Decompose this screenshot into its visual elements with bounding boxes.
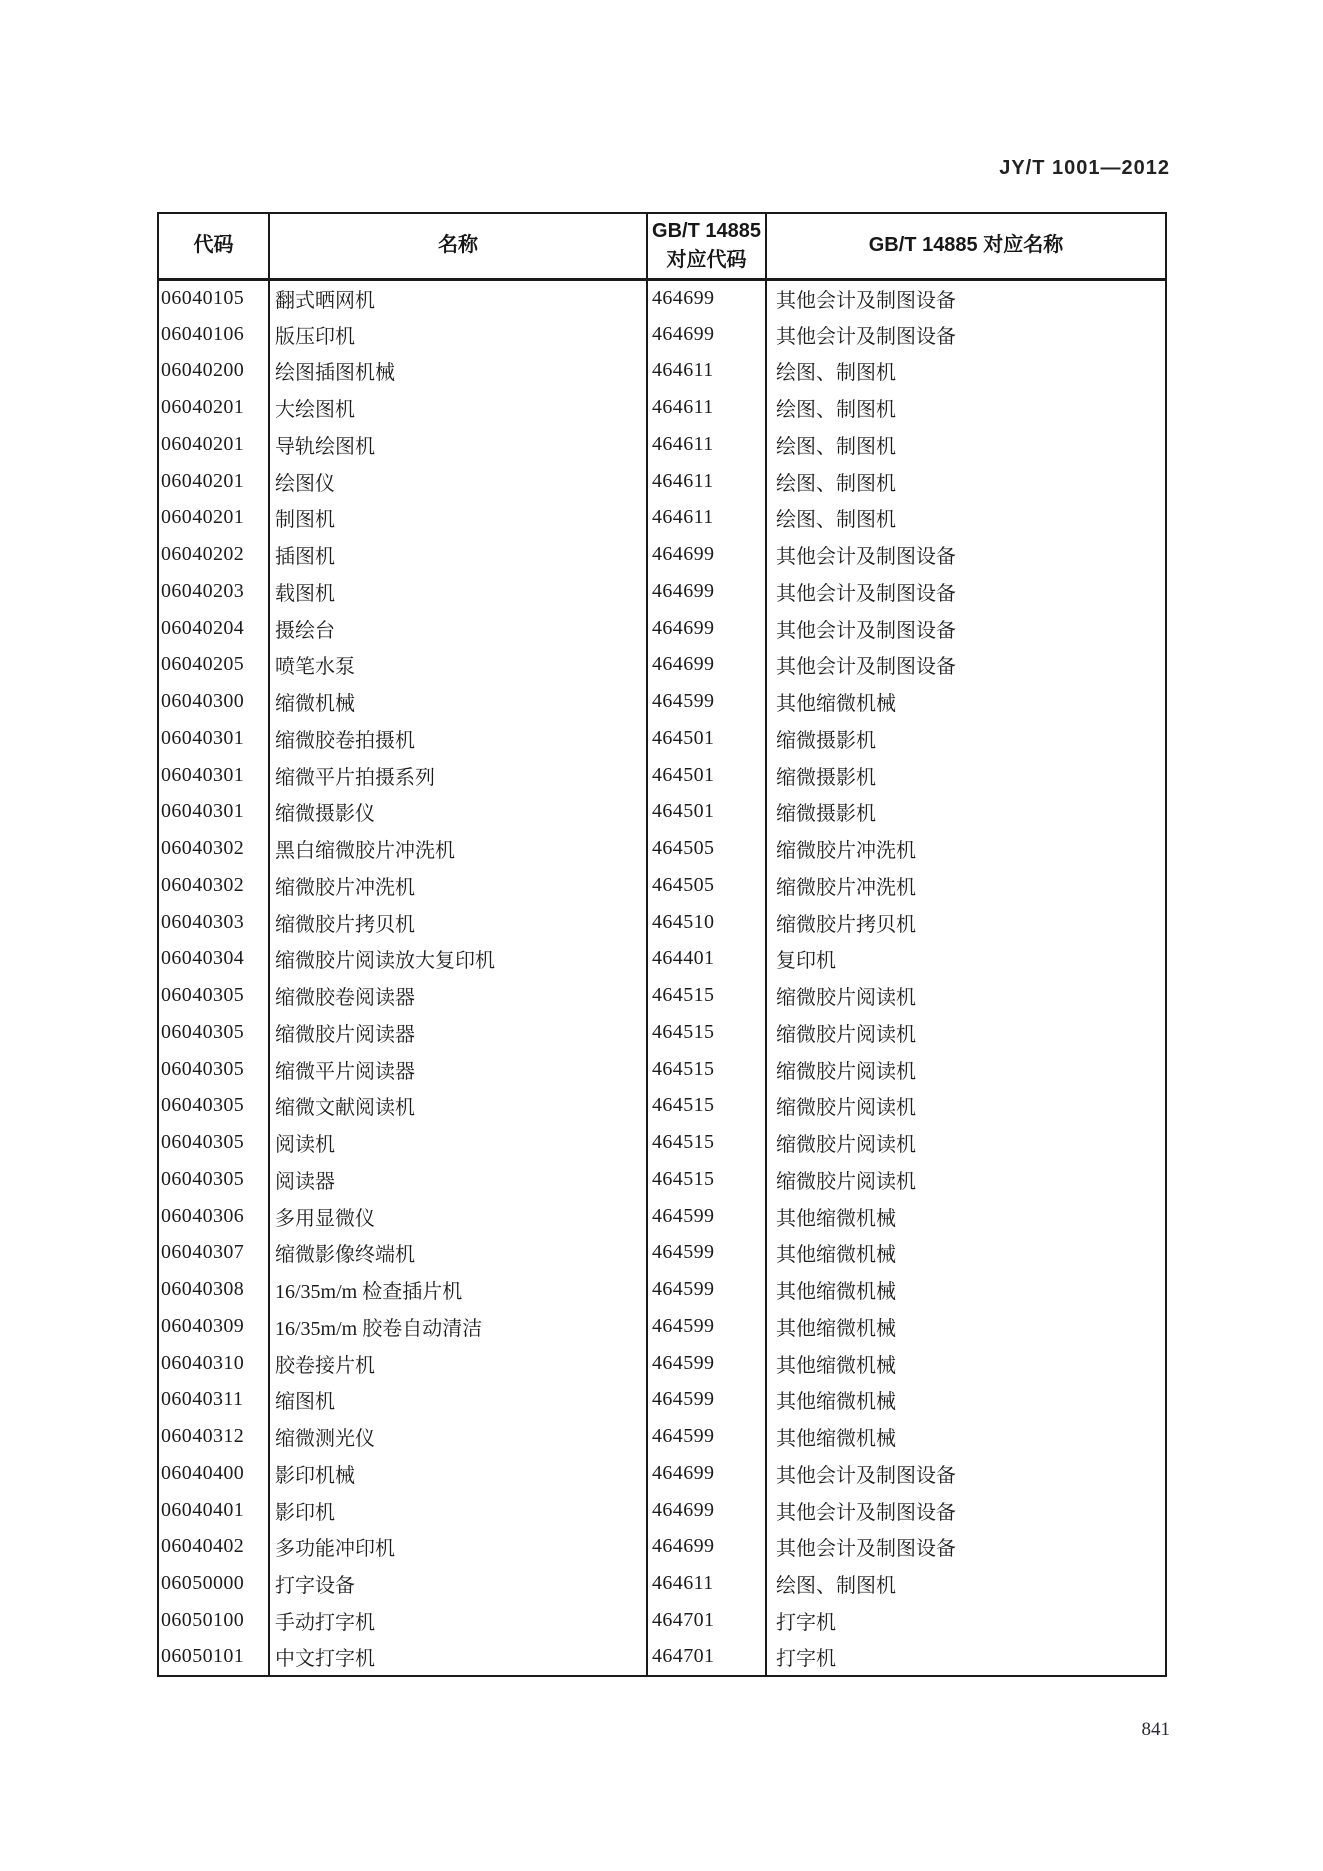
name-cell: 版压印机: [269, 316, 647, 353]
gbt-name-cell: 绘图、制图机: [766, 500, 1166, 537]
name-cell: 打字设备: [269, 1565, 647, 1602]
table-row: [158, 683, 1166, 720]
gbt-name-cell: 其他缩微机械: [766, 1235, 1166, 1272]
name-cell: 影印机械: [269, 1455, 647, 1492]
code-cell: 06040305: [161, 1094, 245, 1117]
code-cell: 06040203: [161, 579, 245, 602]
table-row: [158, 536, 1166, 573]
gbt-code-cell: 464599: [647, 1308, 766, 1345]
gbt-name-cell: 其他缩微机械: [766, 1271, 1166, 1308]
code-cell: 06040310: [161, 1351, 245, 1374]
name-cell: 缩微测光仪: [269, 1418, 647, 1455]
table-row: [158, 1271, 1166, 1308]
name-cell: 绘图插图机械: [269, 353, 647, 390]
name-cell: 多功能冲印机: [269, 1529, 647, 1566]
col-header-name: 名称: [269, 213, 647, 279]
name-cell: 翻式晒网机: [269, 279, 647, 316]
gbt-name-cell: 其他会计及制图设备: [766, 1529, 1166, 1566]
name-cell: 缩微文献阅读机: [269, 1088, 647, 1125]
code-cell: 06040205: [161, 653, 245, 676]
gbt-name-cell: 缩微摄影机: [766, 757, 1166, 794]
table-row: [158, 867, 1166, 904]
name-cell: 缩微胶卷拍摄机: [269, 720, 647, 757]
gbt-name-cell: 缩微胶片阅读机: [766, 1161, 1166, 1198]
name-cell: 16/35m/m 胶卷自动清洁: [269, 1308, 647, 1345]
table-row: [158, 463, 1166, 500]
table-row: [158, 1345, 1166, 1382]
gbt-code-cell: 464699: [647, 1455, 766, 1492]
name-cell: 中文打字机: [269, 1639, 647, 1676]
table-row: [158, 1014, 1166, 1051]
table-row: [158, 1235, 1166, 1272]
code-cell: 06040301: [161, 800, 245, 823]
gbt-code-cell: 464599: [647, 1198, 766, 1235]
standard-number: JY/T 1001—2012: [999, 157, 1170, 179]
code-cell: 06040201: [161, 506, 245, 529]
gbt-code-cell: 464515: [647, 1161, 766, 1198]
col-header-gbt-name: GB/T 14885 对应名称: [766, 213, 1166, 279]
table-row: [158, 1602, 1166, 1639]
gbt-code-cell: 464611: [647, 426, 766, 463]
code-cell: 06040401: [161, 1498, 245, 1521]
name-cell: 缩微摄影仪: [269, 794, 647, 831]
code-cell: 06040300: [161, 690, 245, 713]
code-cell: 06040201: [161, 396, 245, 419]
table-row: [158, 389, 1166, 426]
gbt-code-cell: 464510: [647, 904, 766, 941]
name-cell: 插图机: [269, 536, 647, 573]
code-cell: 06040307: [161, 1241, 245, 1264]
table-row: [158, 647, 1166, 684]
gbt-code-cell: 464505: [647, 830, 766, 867]
gbt-name-cell: 缩微摄影机: [766, 720, 1166, 757]
code-cell: 06040201: [161, 432, 245, 455]
gbt-name-cell: 复印机: [766, 941, 1166, 978]
code-cell: 06040301: [161, 763, 245, 786]
gbt-code-cell: 464599: [647, 1418, 766, 1455]
gbt-code-cell: 464699: [647, 1529, 766, 1566]
name-cell: 缩微机械: [269, 683, 647, 720]
name-cell: 摄绘台: [269, 610, 647, 647]
name-cell: 胶卷接片机: [269, 1345, 647, 1382]
gbt-code-cell: 464611: [647, 353, 766, 390]
name-cell: 缩微胶片阅读器: [269, 1014, 647, 1051]
gbt-name-cell: 其他缩微机械: [766, 1418, 1166, 1455]
table-row: [158, 316, 1166, 353]
gbt-name-cell: 打字机: [766, 1639, 1166, 1676]
gbt-code-cell: 464611: [647, 389, 766, 426]
code-cell: 06050100: [161, 1608, 245, 1631]
table-row: [158, 1124, 1166, 1161]
name-cell: 阅读机: [269, 1124, 647, 1161]
gbt-code-cell: 464515: [647, 1088, 766, 1125]
name-cell: 缩微影像终端机: [269, 1235, 647, 1272]
gbt-name-cell: 绘图、制图机: [766, 389, 1166, 426]
gbt-code-cell: 464599: [647, 1271, 766, 1308]
table-row: [158, 794, 1166, 831]
table-row: [158, 830, 1166, 867]
col-header-gbt-code-line1: GB/T 14885: [652, 219, 761, 242]
name-cell: 缩微平片拍摄系列: [269, 757, 647, 794]
table-row: [158, 279, 1166, 316]
page-number: 841: [1141, 1719, 1170, 1740]
gbt-code-cell: 464699: [647, 610, 766, 647]
table-row: [158, 941, 1166, 978]
gbt-code-cell: 464599: [647, 683, 766, 720]
header-row: [158, 213, 1166, 279]
gbt-name-cell: 其他会计及制图设备: [766, 573, 1166, 610]
table-row: [158, 573, 1166, 610]
code-cell: 06040305: [161, 1167, 245, 1190]
gbt-name-cell: 其他会计及制图设备: [766, 1492, 1166, 1529]
name-cell: 制图机: [269, 500, 647, 537]
gbt-code-cell: 464505: [647, 867, 766, 904]
table-row: [158, 1051, 1166, 1088]
table-row: [158, 1198, 1166, 1235]
code-cell: 06040402: [161, 1535, 245, 1558]
code-cell: 06040200: [161, 359, 245, 382]
gbt-code-cell: 464501: [647, 720, 766, 757]
gbt-name-cell: 缩微胶片冲洗机: [766, 867, 1166, 904]
gbt-code-cell: 464611: [647, 1565, 766, 1602]
gbt-name-cell: 绘图、制图机: [766, 353, 1166, 390]
code-cell: 06040400: [161, 1461, 245, 1484]
table-header: [158, 213, 1166, 279]
name-cell: 缩微胶片阅读放大复印机: [269, 941, 647, 978]
gbt-name-cell: 缩微胶片阅读机: [766, 977, 1166, 1014]
table-row: [158, 1382, 1166, 1419]
col-header-code: 代码: [158, 213, 269, 279]
table-row: [158, 757, 1166, 794]
code-cell: 06040202: [161, 543, 245, 566]
code-cell: 06050000: [161, 1572, 245, 1595]
code-cell: 06040106: [161, 322, 245, 345]
gbt-name-cell: 绘图、制图机: [766, 463, 1166, 500]
gbt-code-cell: 464515: [647, 1124, 766, 1161]
gbt-code-cell: 464501: [647, 757, 766, 794]
gbt-name-cell: 其他会计及制图设备: [766, 647, 1166, 684]
name-cell: 影印机: [269, 1492, 647, 1529]
code-cell: 06040311: [161, 1388, 244, 1411]
code-cell: 06040305: [161, 1020, 245, 1043]
code-cell: 06040301: [161, 726, 245, 749]
gbt-code-cell: 464599: [647, 1382, 766, 1419]
table-row: [158, 1088, 1166, 1125]
gbt-name-cell: 其他会计及制图设备: [766, 1455, 1166, 1492]
name-cell: 手动打字机: [269, 1602, 647, 1639]
gbt-name-cell: 其他缩微机械: [766, 1382, 1166, 1419]
gbt-name-cell: 缩微胶片阅读机: [766, 1088, 1166, 1125]
gbt-code-cell: 464699: [647, 279, 766, 316]
table-row: [158, 1418, 1166, 1455]
gbt-code-cell: 464699: [647, 536, 766, 573]
gbt-name-cell: 缩微胶片阅读机: [766, 1051, 1166, 1088]
gbt-name-cell: 其他缩微机械: [766, 1198, 1166, 1235]
gbt-code-cell: 464599: [647, 1235, 766, 1272]
gbt-code-cell: 464515: [647, 1051, 766, 1088]
name-cell: 阅读器: [269, 1161, 647, 1198]
gbt-name-cell: 其他缩微机械: [766, 1345, 1166, 1382]
table-row: [158, 1161, 1166, 1198]
code-cell: 06040303: [161, 910, 245, 933]
code-mapping-table: [157, 212, 1167, 1677]
name-cell: 多用显微仪: [269, 1198, 647, 1235]
code-cell: 06040304: [161, 947, 245, 970]
code-cell: 06040309: [161, 1314, 245, 1337]
table-row: [158, 610, 1166, 647]
code-cell: 06040204: [161, 616, 245, 639]
gbt-name-cell: 其他会计及制图设备: [766, 610, 1166, 647]
code-cell: 06040105: [161, 286, 245, 309]
name-cell: 载图机: [269, 573, 647, 610]
name-cell: 黑白缩微胶片冲洗机: [269, 830, 647, 867]
gbt-name-cell: 绘图、制图机: [766, 426, 1166, 463]
name-cell: 大绘图机: [269, 389, 647, 426]
code-cell: 06040302: [161, 837, 245, 860]
gbt-name-cell: 其他缩微机械: [766, 1308, 1166, 1345]
gbt-name-cell: 缩微胶片阅读机: [766, 1014, 1166, 1051]
gbt-code-cell: 464699: [647, 316, 766, 353]
table-row: [158, 426, 1166, 463]
gbt-code-cell: 464515: [647, 1014, 766, 1051]
code-cell: 06040201: [161, 469, 245, 492]
name-cell: 喷笔水泵: [269, 647, 647, 684]
gbt-name-cell: 缩微摄影机: [766, 794, 1166, 831]
table-row: [158, 500, 1166, 537]
name-cell: 导轨绘图机: [269, 426, 647, 463]
name-cell: 缩微胶卷阅读器: [269, 977, 647, 1014]
gbt-code-cell: 464611: [647, 463, 766, 500]
name-cell: 绘图仪: [269, 463, 647, 500]
gbt-code-cell: 464699: [647, 1492, 766, 1529]
name-cell: 缩微平片阅读器: [269, 1051, 647, 1088]
gbt-code-cell: 464701: [647, 1602, 766, 1639]
gbt-name-cell: 绘图、制图机: [766, 1565, 1166, 1602]
gbt-name-cell: 缩微胶片冲洗机: [766, 830, 1166, 867]
table-row: [158, 720, 1166, 757]
gbt-code-cell: 464501: [647, 794, 766, 831]
table-row: [158, 353, 1166, 390]
code-cell: 06040308: [161, 1278, 245, 1301]
gbt-code-cell: 464701: [647, 1639, 766, 1676]
table-row: [158, 977, 1166, 1014]
gbt-code-cell: 464699: [647, 647, 766, 684]
table-row: [158, 1529, 1166, 1566]
table-body: [158, 279, 1166, 1676]
name-cell: 缩图机: [269, 1382, 647, 1419]
code-cell: 06040302: [161, 873, 245, 896]
name-cell: 缩微胶片拷贝机: [269, 904, 647, 941]
table-row: [158, 1565, 1166, 1602]
code-cell: 06040305: [161, 984, 245, 1007]
code-cell: 06040312: [161, 1425, 245, 1448]
table-row: [158, 1308, 1166, 1345]
gbt-code-cell: 464699: [647, 573, 766, 610]
code-cell: 06040305: [161, 1131, 245, 1154]
gbt-name-cell: 缩微胶片拷贝机: [766, 904, 1166, 941]
col-header-gbt-code: [647, 213, 766, 279]
table-row: [158, 1492, 1166, 1529]
name-cell: 16/35m/m 检查插片机: [269, 1271, 647, 1308]
gbt-name-cell: 其他会计及制图设备: [766, 536, 1166, 573]
code-cell: 06040305: [161, 1057, 245, 1080]
gbt-name-cell: 缩微胶片阅读机: [766, 1124, 1166, 1161]
gbt-code-cell: 464611: [647, 500, 766, 537]
gbt-code-cell: 464515: [647, 977, 766, 1014]
gbt-name-cell: 打字机: [766, 1602, 1166, 1639]
table-row: [158, 1639, 1166, 1676]
gbt-name-cell: 其他缩微机械: [766, 683, 1166, 720]
table-row: [158, 904, 1166, 941]
col-header-gbt-code-line2: 对应代码: [666, 248, 747, 271]
gbt-code-cell: 464401: [647, 941, 766, 978]
gbt-name-cell: 其他会计及制图设备: [766, 316, 1166, 353]
gbt-code-cell: 464599: [647, 1345, 766, 1382]
name-cell: 缩微胶片冲洗机: [269, 867, 647, 904]
table-row: [158, 1455, 1166, 1492]
code-cell: 06050101: [161, 1645, 245, 1668]
code-cell: 06040306: [161, 1204, 245, 1227]
gbt-name-cell: 其他会计及制图设备: [766, 279, 1166, 316]
